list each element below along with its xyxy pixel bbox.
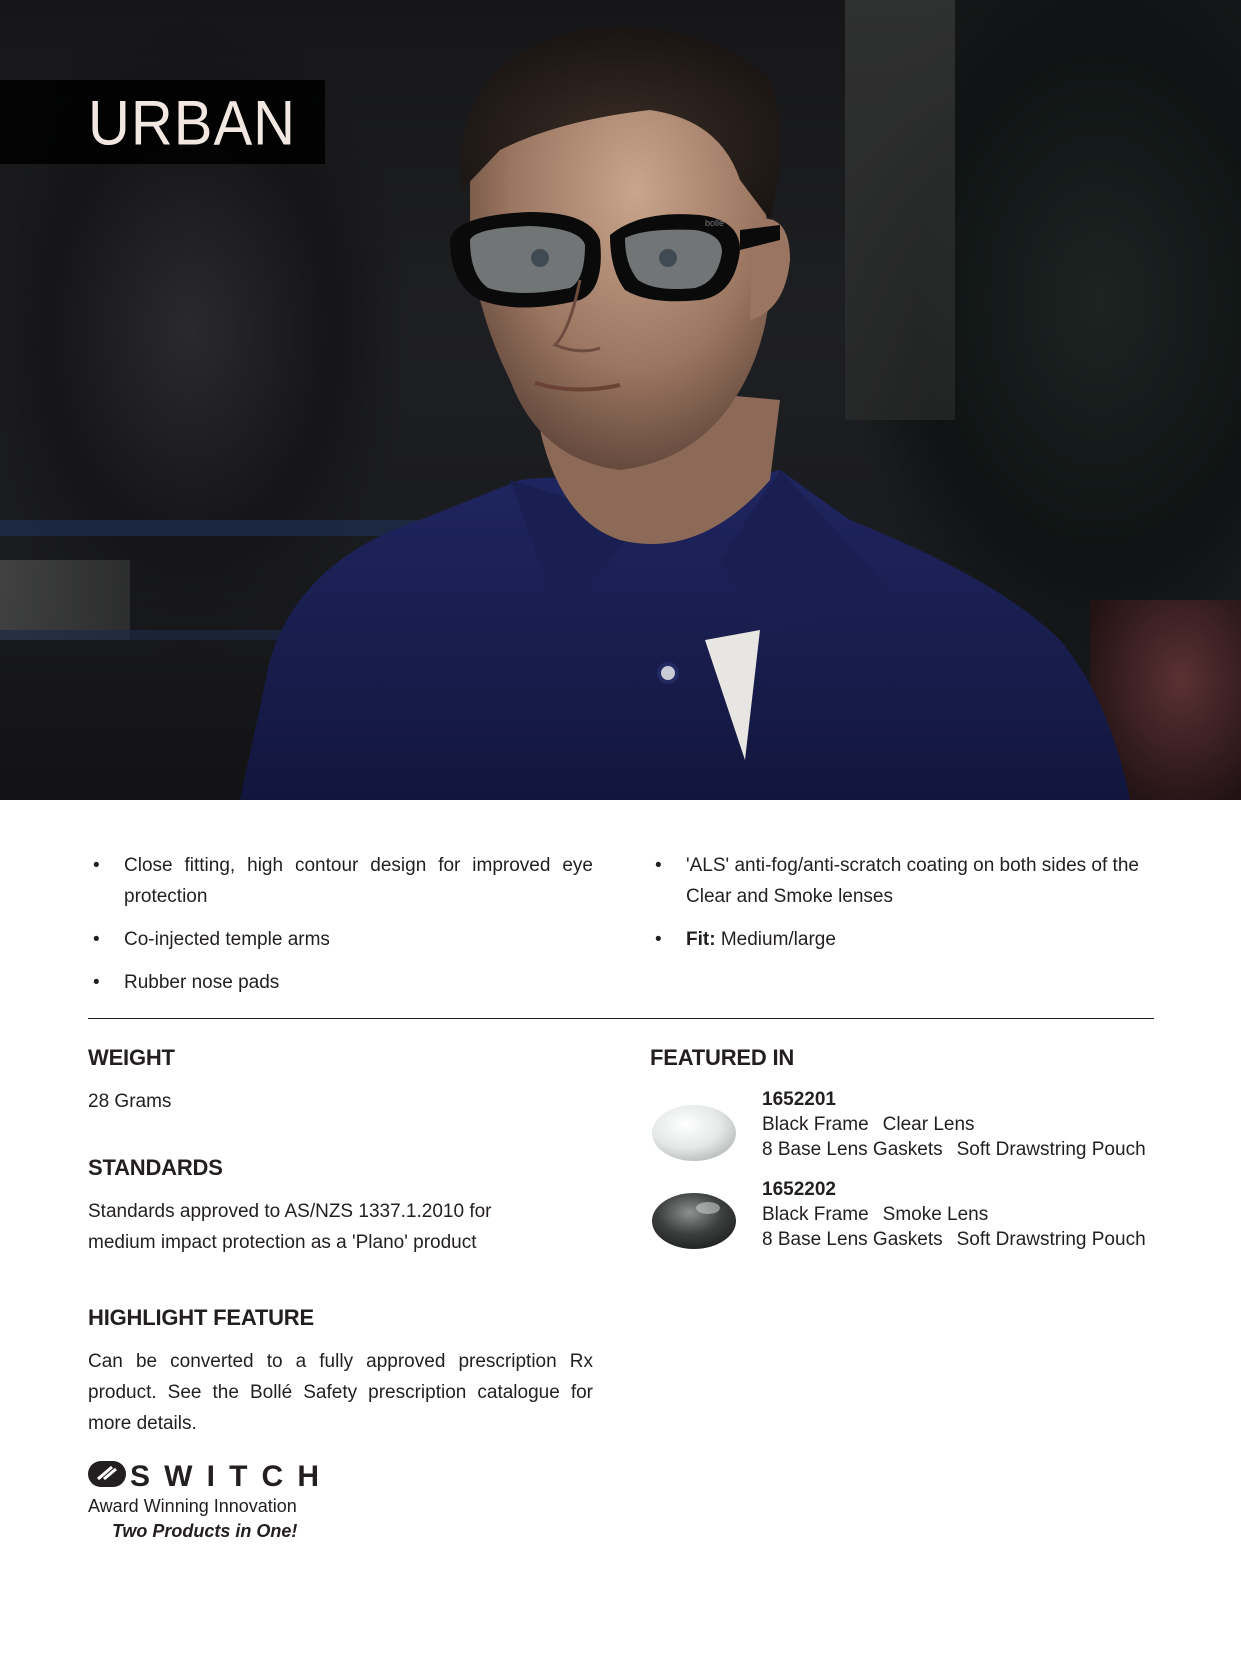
switch-subtagline: Two Products in One! bbox=[112, 1521, 298, 1541]
product-pouch: Soft Drawstring Pouch bbox=[956, 1229, 1146, 1250]
switch-tagline: Award Winning Innovation bbox=[88, 1496, 297, 1516]
weight-heading: WEIGHT bbox=[88, 1045, 175, 1070]
highlight-heading: HIGHLIGHT FEATURE bbox=[88, 1305, 314, 1330]
product-code: 1652201 bbox=[762, 1089, 836, 1110]
hero-photo bbox=[0, 0, 1241, 800]
feature-item: • Close fitting, high contour design for improved eye protection bbox=[88, 850, 593, 912]
product-code: 1652202 bbox=[762, 1179, 836, 1200]
feature-list-right bbox=[650, 850, 1155, 967]
product-title: URBAN bbox=[88, 88, 297, 159]
standards-text: Standards approved to AS/NZS 1337.1.2010 for medium impact protection as a 'Plano' product bbox=[88, 1201, 492, 1253]
product-frame: Black Frame bbox=[762, 1114, 869, 1135]
product-gaskets: 8 Base Lens Gaskets bbox=[762, 1229, 943, 1250]
glasses-lens-left bbox=[470, 226, 585, 293]
section-divider bbox=[88, 1018, 1154, 1019]
product-item bbox=[762, 1177, 1146, 1252]
feature-item: • Rubber nose pads bbox=[88, 967, 593, 998]
switch-logo bbox=[88, 1459, 328, 1489]
clear-lens-image bbox=[650, 1100, 738, 1166]
feature-list-left bbox=[88, 850, 593, 1010]
featured-heading: FEATURED IN bbox=[650, 1045, 795, 1070]
product-item bbox=[762, 1087, 1146, 1162]
frame-brand-text: bollé bbox=[705, 218, 725, 228]
product-lens: Smoke Lens bbox=[882, 1204, 989, 1225]
product-lens: Clear Lens bbox=[882, 1114, 975, 1135]
product-frame: Black Frame bbox=[762, 1204, 869, 1225]
switch-logo-text: SWITCH bbox=[130, 1460, 320, 1489]
standards-heading: STANDARDS bbox=[88, 1155, 223, 1180]
smoke-lens-image bbox=[650, 1188, 738, 1254]
feature-item: • Co-injected temple arms bbox=[88, 924, 593, 955]
feature-item: • Fit: Medium/large bbox=[650, 924, 1155, 955]
weight-value: 28 Grams bbox=[88, 1091, 172, 1112]
feature-item: • 'ALS' anti-fog/anti-scratch coating on both sides of the Clear and Smoke lenses bbox=[650, 850, 1155, 912]
product-pouch: Soft Drawstring Pouch bbox=[956, 1139, 1146, 1160]
feature-label: Fit: bbox=[686, 929, 716, 950]
highlight-text: Can be converted to a fully approved prescription Rx product. See the Bollé Safety prescription catalogue for more details. bbox=[88, 1351, 593, 1434]
product-gaskets: 8 Base Lens Gaskets bbox=[762, 1139, 943, 1160]
